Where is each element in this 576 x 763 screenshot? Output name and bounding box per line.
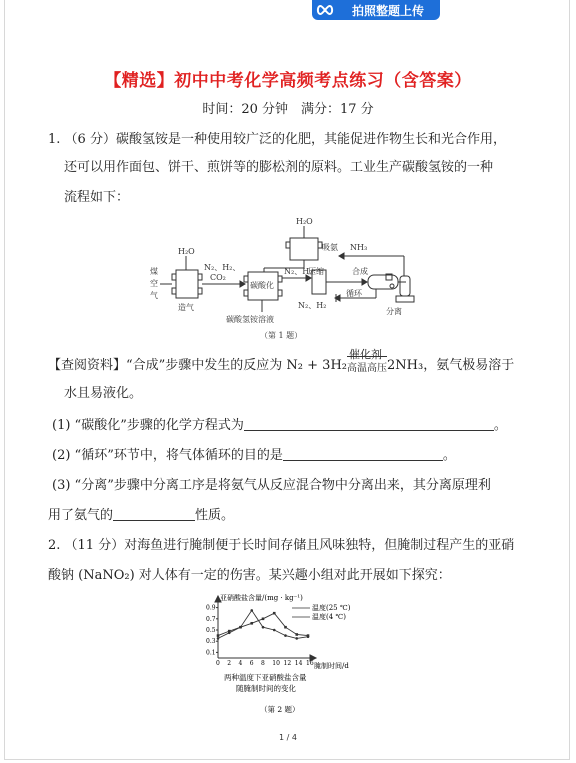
- page-title: 【精选】初中中考化学高频考点练习（含答案）: [104, 71, 472, 91]
- q2-line2: 酸钠 (NaNO₂) 对人体有一定的伤害。某兴趣小组对此开展如下探究：: [48, 568, 451, 583]
- label-coal: 煤: [150, 267, 158, 276]
- label-nh3: NH₃: [350, 243, 368, 252]
- sub2-line: [52, 444, 456, 463]
- gas-maker-box: [176, 270, 198, 298]
- sub1-text: (1) “碳酸化”步骤的化学方程式为: [52, 418, 244, 433]
- label-co2: CO₂: [210, 273, 226, 282]
- x-tick-label: 14: [294, 660, 303, 667]
- x-tick-label: 10: [272, 660, 280, 667]
- sub1-end: 。: [493, 418, 507, 433]
- data-point: [284, 626, 287, 629]
- label-synth: 合成: [352, 267, 368, 276]
- info-text-b: 2NH₃，氨气极易溶于: [387, 358, 515, 373]
- data-point: [239, 626, 242, 629]
- sub3-text-a: 用了氨气的: [48, 508, 114, 523]
- figure2-caption: （第 2 题）: [260, 705, 300, 714]
- q1-line1: 1. （6 分）碳酸氢铵是一种使用较广泛的化肥，其能促进作物生长和光合作用，: [48, 132, 506, 147]
- info-line2: 水且易液化。: [64, 386, 143, 401]
- sub2-answer-blank[interactable]: [283, 447, 443, 461]
- label-carbonize: 碳酸化: [250, 281, 274, 290]
- x-tick-label: 4: [238, 660, 243, 667]
- data-point: [273, 612, 276, 615]
- label-compress: 压缩: [308, 267, 324, 276]
- sub2-end: 。: [442, 448, 456, 463]
- y-tick-label: 0.1: [206, 649, 216, 657]
- x-tick-label: 2: [227, 660, 232, 667]
- label-n2h2-return: N₂、H₂: [298, 301, 327, 310]
- absorber-box: [290, 238, 318, 260]
- data-point: [273, 629, 276, 632]
- q1-flow-diagram: [140, 212, 440, 340]
- y-tick-label: 0.3: [206, 638, 216, 646]
- data-point: [307, 634, 310, 637]
- data-point: [262, 626, 265, 629]
- legend-4: 温度(4 ℃): [312, 613, 346, 621]
- q2-line1: 2. （11 分）对海鱼进行腌制便于长时间存储且风味独特，但腌制过程产生的亚硝: [48, 538, 515, 553]
- x-tick-label: 16: [306, 660, 314, 667]
- data-point: [295, 637, 298, 640]
- data-point: [217, 637, 220, 640]
- data-point: [262, 618, 265, 621]
- y-tick-label: 0.7: [206, 615, 216, 623]
- sub1-answer-blank[interactable]: [244, 417, 494, 431]
- label-gas: 气: [150, 291, 158, 300]
- sub3-text-b: 性质。: [195, 508, 235, 523]
- data-point: [295, 633, 298, 636]
- label-separate: 分离: [386, 307, 402, 316]
- label-n2h2-compress: N₂、H₂: [284, 267, 313, 276]
- x-tick-label: 0: [216, 660, 220, 667]
- data-point: [250, 622, 253, 625]
- chart-subtitle2: 随腌制时间的变化: [236, 684, 296, 693]
- label-h2o-left: H₂O: [178, 247, 195, 256]
- sub2-text: (2) “循环”环节中，将气体循环的目的是: [52, 448, 283, 463]
- sub3-line2: [48, 504, 234, 523]
- x-tick-label: 12: [283, 660, 292, 667]
- data-point: [250, 609, 253, 612]
- info-line1: [48, 348, 515, 374]
- q1-line3: 流程如下：: [64, 190, 130, 205]
- upload-banner[interactable]: [312, 0, 440, 20]
- condition-heat-pressure: 高温高压: [347, 363, 387, 374]
- y-tick-label: 0.5: [206, 627, 216, 634]
- page-number: 1 / 4: [279, 733, 297, 742]
- figure1-caption: （第 1 题）: [260, 331, 303, 340]
- label-solution: 碳酸氢铵溶液: [226, 315, 274, 324]
- label-absorb: 吸氨: [322, 243, 338, 252]
- legend-25: 温度(25 ℃): [312, 604, 351, 612]
- separator-vessel: [400, 276, 410, 296]
- label-n2h2co2: N₂、H₂、: [204, 263, 241, 272]
- x-tick-label: 8: [261, 660, 265, 667]
- y-tick-label: 0.9: [206, 604, 216, 612]
- data-point: [217, 634, 220, 637]
- upload-banner-label: 拍照整题上传: [352, 3, 425, 18]
- sub1-line: [52, 414, 507, 433]
- y-axis-label: 亚硝酸盐含量/(mg · kg⁻¹): [220, 594, 303, 602]
- infinity-icon: [312, 0, 338, 20]
- label-air: 空: [150, 279, 158, 288]
- label-make-gas: 造气: [178, 303, 194, 312]
- q2-line-chart: [196, 592, 376, 720]
- label-cycle: 循环: [346, 289, 362, 298]
- label-h2o-top: H₂O: [296, 217, 313, 226]
- info-text-a: 【查阅资料】“合成”步骤中发生的反应为 N₂ + 3H₂: [48, 358, 347, 373]
- exam-meta: 时间：20 分钟 满分：17 分: [202, 102, 374, 117]
- series-line-1: [218, 613, 308, 635]
- chart-subtitle1: 两种温度下亚硝酸盐含量: [224, 673, 307, 682]
- sub3-answer-blank[interactable]: [113, 507, 195, 521]
- series-line-0: [218, 610, 308, 638]
- reaction-condition: [347, 348, 387, 374]
- data-point: [228, 630, 231, 633]
- x-tick-label: 6: [249, 660, 254, 667]
- sub3-line1: (3) “分离”步骤中分离工序是将氨气从反应混合物中分离出来，其分离原理利: [52, 478, 491, 493]
- x-axis-label: 腌制时间/d: [314, 662, 349, 670]
- q1-line2: 还可以用作面包、饼干、煎饼等的膨松剂的原料。工业生产碳酸氢铵的一种: [64, 160, 494, 175]
- condition-catalyst: 催化剂: [349, 348, 382, 361]
- data-point: [284, 634, 287, 637]
